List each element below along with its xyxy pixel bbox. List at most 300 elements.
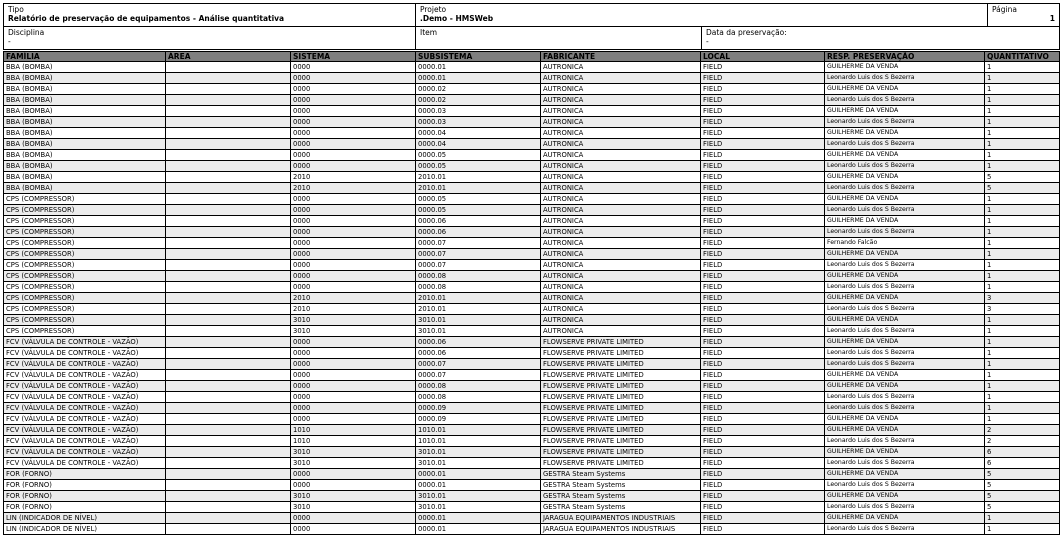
- table-cell: [166, 315, 291, 326]
- table-cell: [166, 447, 291, 458]
- table-row: [4, 447, 1060, 458]
- table-cell: AUTRONICA: [541, 282, 701, 293]
- table-cell: CPS (COMPRESSOR): [4, 249, 166, 260]
- tipo-label: Tipo: [8, 5, 24, 14]
- table-cell: 1: [985, 227, 1060, 238]
- table-row: [4, 106, 1060, 117]
- table-cell: AUTRONICA: [541, 172, 701, 183]
- table-cell: BBA (BOMBA): [4, 73, 166, 84]
- table-row: [4, 227, 1060, 238]
- table-cell: 1: [985, 117, 1060, 128]
- table-cell: 3010.01: [416, 326, 541, 337]
- table-cell: 1: [985, 73, 1060, 84]
- table-row: [4, 304, 1060, 315]
- table-cell: FLOWSERVE PRIVATE LIMITED: [541, 458, 701, 469]
- table-cell: 0000.08: [416, 381, 541, 392]
- projeto-value: .Demo - HMSWeb: [420, 14, 494, 23]
- table-cell: BBA (BOMBA): [4, 62, 166, 73]
- table-cell: 0000: [291, 403, 416, 414]
- table-cell: BBA (BOMBA): [4, 95, 166, 106]
- table-cell: 1: [985, 392, 1060, 403]
- table-cell: Leonardo Luis dos S Bezerra: [825, 436, 985, 447]
- table-cell: 0000.03: [416, 117, 541, 128]
- table-cell: GUILHERME DA VENDA: [825, 425, 985, 436]
- table-cell: [166, 84, 291, 95]
- table-cell: FLOWSERVE PRIVATE LIMITED: [541, 370, 701, 381]
- table-cell: 0000.01: [416, 73, 541, 84]
- table-cell: AUTRONICA: [541, 128, 701, 139]
- table-cell: FOR (FORNO): [4, 469, 166, 480]
- table-body: [4, 62, 1060, 535]
- table-cell: 5: [985, 480, 1060, 491]
- table-cell: FCV (VÁLVULA DE CONTROLE - VAZÃO): [4, 392, 166, 403]
- table-cell: Leonardo Luis dos S Bezerra: [825, 304, 985, 315]
- tipo-cell: [4, 4, 416, 27]
- table-cell: BBA (BOMBA): [4, 128, 166, 139]
- table-cell: 0000: [291, 348, 416, 359]
- table-cell: GUILHERME DA VENDA: [825, 381, 985, 392]
- table-cell: 0000: [291, 150, 416, 161]
- table-cell: FLOWSERVE PRIVATE LIMITED: [541, 403, 701, 414]
- table-cell: GUILHERME DA VENDA: [825, 414, 985, 425]
- table-cell: AUTRONICA: [541, 62, 701, 73]
- table-cell: 0000.08: [416, 271, 541, 282]
- table-cell: AUTRONICA: [541, 95, 701, 106]
- table-cell: 0000: [291, 392, 416, 403]
- table-cell: FOR (FORNO): [4, 502, 166, 513]
- table-row: [4, 337, 1060, 348]
- column-header: FABRICANTE: [541, 52, 701, 62]
- table-cell: FCV (VÁLVULA DE CONTROLE - VAZÃO): [4, 370, 166, 381]
- table-cell: [166, 414, 291, 425]
- table-cell: FIELD: [701, 282, 825, 293]
- table-cell: Leonardo Luis dos S Bezerra: [825, 227, 985, 238]
- table-cell: 0000.02: [416, 84, 541, 95]
- table-cell: 1: [985, 403, 1060, 414]
- table-cell: GUILHERME DA VENDA: [825, 271, 985, 282]
- table-row: [4, 359, 1060, 370]
- table-cell: AUTRONICA: [541, 106, 701, 117]
- table-cell: FIELD: [701, 315, 825, 326]
- table-cell: FIELD: [701, 95, 825, 106]
- table-cell: FIELD: [701, 194, 825, 205]
- table-cell: 0000.02: [416, 95, 541, 106]
- table-row: [4, 414, 1060, 425]
- table-cell: [166, 117, 291, 128]
- table-cell: [166, 458, 291, 469]
- table-cell: 3010: [291, 315, 416, 326]
- table-cell: 0000: [291, 469, 416, 480]
- table-cell: 0000: [291, 249, 416, 260]
- table-cell: FIELD: [701, 414, 825, 425]
- table-cell: 2010: [291, 183, 416, 194]
- data-table: [3, 51, 1060, 535]
- table-cell: Leonardo Luis dos S Bezerra: [825, 161, 985, 172]
- disciplina-label: Disciplina: [8, 28, 45, 37]
- table-cell: 1: [985, 524, 1060, 535]
- table-cell: 0000.01: [416, 513, 541, 524]
- table-row: [4, 348, 1060, 359]
- table-cell: 0000.09: [416, 414, 541, 425]
- table-cell: 0000.04: [416, 128, 541, 139]
- table-cell: Leonardo Luis dos S Bezerra: [825, 502, 985, 513]
- table-row: [4, 502, 1060, 513]
- table-cell: CPS (COMPRESSOR): [4, 315, 166, 326]
- table-row: [4, 249, 1060, 260]
- table-cell: LIN (INDICADOR DE NÍVEL): [4, 513, 166, 524]
- table-cell: FLOWSERVE PRIVATE LIMITED: [541, 447, 701, 458]
- table-cell: 1: [985, 414, 1060, 425]
- report-page: [3, 3, 1059, 535]
- table-cell: FIELD: [701, 425, 825, 436]
- table-row: [4, 491, 1060, 502]
- table-row: [4, 282, 1060, 293]
- table-cell: [166, 260, 291, 271]
- table-cell: [166, 469, 291, 480]
- table-cell: FCV (VÁLVULA DE CONTROLE - VAZÃO): [4, 436, 166, 447]
- table-cell: [166, 128, 291, 139]
- table-cell: 1: [985, 194, 1060, 205]
- table-cell: 1: [985, 205, 1060, 216]
- table-cell: 0000.06: [416, 216, 541, 227]
- table-cell: 5: [985, 172, 1060, 183]
- column-header: QUANTITATIVO: [985, 52, 1060, 62]
- table-cell: GUILHERME DA VENDA: [825, 150, 985, 161]
- table-cell: GUILHERME DA VENDA: [825, 216, 985, 227]
- table-row: [4, 458, 1060, 469]
- table-cell: FCV (VÁLVULA DE CONTROLE - VAZÃO): [4, 458, 166, 469]
- table-cell: AUTRONICA: [541, 139, 701, 150]
- table-cell: [166, 183, 291, 194]
- table-cell: 1: [985, 249, 1060, 260]
- table-cell: 0000: [291, 117, 416, 128]
- table-cell: 1: [985, 260, 1060, 271]
- tipo-value: Relatório de preservação de equipamentos - Análise quantitativa: [8, 14, 285, 23]
- table-cell: 3: [985, 304, 1060, 315]
- table-cell: FIELD: [701, 381, 825, 392]
- table-cell: CPS (COMPRESSOR): [4, 260, 166, 271]
- table-row: [4, 216, 1060, 227]
- table-cell: JARAGUA EQUIPAMENTOS INDUSTRIAIS: [541, 513, 701, 524]
- table-cell: FIELD: [701, 359, 825, 370]
- table-cell: 1: [985, 381, 1060, 392]
- column-header: RESP. PRESERVAÇÃO: [825, 52, 985, 62]
- table-row: [4, 150, 1060, 161]
- table-cell: 1: [985, 150, 1060, 161]
- table-cell: FLOWSERVE PRIVATE LIMITED: [541, 381, 701, 392]
- disciplina-cell: [4, 27, 416, 50]
- table-cell: Leonardo Luis dos S Bezerra: [825, 260, 985, 271]
- table-cell: CPS (COMPRESSOR): [4, 271, 166, 282]
- table-cell: 1: [985, 139, 1060, 150]
- table-cell: 0000.07: [416, 238, 541, 249]
- table-cell: [166, 513, 291, 524]
- table-cell: FIELD: [701, 238, 825, 249]
- table-cell: CPS (COMPRESSOR): [4, 304, 166, 315]
- table-cell: 0000.01: [416, 480, 541, 491]
- table-row: [4, 425, 1060, 436]
- table-row: [4, 271, 1060, 282]
- table-cell: FLOWSERVE PRIVATE LIMITED: [541, 425, 701, 436]
- table-cell: AUTRONICA: [541, 150, 701, 161]
- table-cell: 0000: [291, 106, 416, 117]
- table-cell: LIN (INDICADOR DE NÍVEL): [4, 524, 166, 535]
- table-cell: FOR (FORNO): [4, 480, 166, 491]
- table-cell: [166, 238, 291, 249]
- table-cell: AUTRONICA: [541, 238, 701, 249]
- table-cell: 0000: [291, 238, 416, 249]
- table-cell: FIELD: [701, 392, 825, 403]
- table-cell: AUTRONICA: [541, 117, 701, 128]
- table-cell: Leonardo Luis dos S Bezerra: [825, 139, 985, 150]
- table-row: [4, 326, 1060, 337]
- table-cell: 0000.06: [416, 227, 541, 238]
- table-cell: 1: [985, 62, 1060, 73]
- table-cell: [166, 348, 291, 359]
- table-cell: 0000.01: [416, 62, 541, 73]
- projeto-label: Projeto: [420, 5, 447, 14]
- column-header: LOCAL: [701, 52, 825, 62]
- table-cell: 3010: [291, 447, 416, 458]
- table-cell: 2010: [291, 293, 416, 304]
- table-cell: Leonardo Luis dos S Bezerra: [825, 348, 985, 359]
- table-cell: 0000: [291, 414, 416, 425]
- table-row: [4, 73, 1060, 84]
- data-value: -: [706, 37, 709, 46]
- pagina-label: Página: [992, 5, 1017, 14]
- table-cell: GUILHERME DA VENDA: [825, 447, 985, 458]
- table-cell: 0000: [291, 227, 416, 238]
- table-cell: FCV (VÁLVULA DE CONTROLE - VAZÃO): [4, 348, 166, 359]
- table-cell: FLOWSERVE PRIVATE LIMITED: [541, 359, 701, 370]
- table-cell: Leonardo Luis dos S Bezerra: [825, 205, 985, 216]
- table-cell: 1010.01: [416, 425, 541, 436]
- table-cell: 2010.01: [416, 293, 541, 304]
- table-cell: FIELD: [701, 139, 825, 150]
- table-cell: FIELD: [701, 249, 825, 260]
- table-cell: 1: [985, 106, 1060, 117]
- table-row: [4, 293, 1060, 304]
- table-cell: 0000.08: [416, 282, 541, 293]
- table-cell: 0000.05: [416, 205, 541, 216]
- table-cell: [166, 381, 291, 392]
- table-cell: 0000: [291, 194, 416, 205]
- table-cell: 1: [985, 84, 1060, 95]
- table-cell: FIELD: [701, 513, 825, 524]
- table-cell: GUILHERME DA VENDA: [825, 337, 985, 348]
- table-cell: [166, 73, 291, 84]
- table-cell: 0000: [291, 513, 416, 524]
- table-cell: [166, 227, 291, 238]
- pagina-value: 1: [1049, 14, 1055, 23]
- table-cell: FIELD: [701, 469, 825, 480]
- table-cell: BBA (BOMBA): [4, 172, 166, 183]
- table-cell: Leonardo Luis dos S Bezerra: [825, 73, 985, 84]
- table-cell: FCV (VÁLVULA DE CONTROLE - VAZÃO): [4, 381, 166, 392]
- table-cell: FIELD: [701, 447, 825, 458]
- table-cell: FIELD: [701, 150, 825, 161]
- table-cell: FIELD: [701, 403, 825, 414]
- table-cell: 0000.08: [416, 392, 541, 403]
- table-cell: 1: [985, 359, 1060, 370]
- table-cell: 0000: [291, 205, 416, 216]
- table-cell: AUTRONICA: [541, 315, 701, 326]
- column-header: SUBSISTEMA: [416, 52, 541, 62]
- table-cell: [166, 370, 291, 381]
- table-cell: AUTRONICA: [541, 260, 701, 271]
- table-cell: AUTRONICA: [541, 84, 701, 95]
- table-cell: 1: [985, 271, 1060, 282]
- table-row: [4, 403, 1060, 414]
- table-cell: 1: [985, 216, 1060, 227]
- table-cell: AUTRONICA: [541, 183, 701, 194]
- table-cell: [166, 249, 291, 260]
- table-row: [4, 62, 1060, 73]
- table-cell: 3010: [291, 491, 416, 502]
- table-cell: FIELD: [701, 458, 825, 469]
- table-cell: 3010.01: [416, 447, 541, 458]
- table-cell: BBA (BOMBA): [4, 161, 166, 172]
- table-cell: 2010: [291, 304, 416, 315]
- table-cell: GUILHERME DA VENDA: [825, 106, 985, 117]
- table-cell: [166, 106, 291, 117]
- table-cell: 2010.01: [416, 172, 541, 183]
- table-cell: 1: [985, 128, 1060, 139]
- table-cell: 2: [985, 436, 1060, 447]
- table-cell: FIELD: [701, 370, 825, 381]
- table-cell: FIELD: [701, 348, 825, 359]
- table-cell: GUILHERME DA VENDA: [825, 172, 985, 183]
- table-cell: AUTRONICA: [541, 304, 701, 315]
- table-cell: GESTRA Steam Systems: [541, 469, 701, 480]
- table-cell: Leonardo Luis dos S Bezerra: [825, 392, 985, 403]
- column-header: ÁREA: [166, 52, 291, 62]
- table-cell: GESTRA Steam Systems: [541, 480, 701, 491]
- table-cell: BBA (BOMBA): [4, 106, 166, 117]
- table-cell: FIELD: [701, 271, 825, 282]
- table-cell: 5: [985, 491, 1060, 502]
- table-cell: FIELD: [701, 227, 825, 238]
- table-cell: Leonardo Luis dos S Bezerra: [825, 359, 985, 370]
- table-cell: 3010.01: [416, 502, 541, 513]
- table-cell: FLOWSERVE PRIVATE LIMITED: [541, 337, 701, 348]
- table-cell: GUILHERME DA VENDA: [825, 491, 985, 502]
- table-cell: Leonardo Luis dos S Bezerra: [825, 480, 985, 491]
- table-cell: 0000.07: [416, 249, 541, 260]
- table-cell: FCV (VÁLVULA DE CONTROLE - VAZÃO): [4, 403, 166, 414]
- table-cell: CPS (COMPRESSOR): [4, 205, 166, 216]
- table-cell: GUILHERME DA VENDA: [825, 315, 985, 326]
- table-cell: 1010: [291, 425, 416, 436]
- table-cell: FIELD: [701, 524, 825, 535]
- table-cell: 6: [985, 458, 1060, 469]
- table-row: [4, 315, 1060, 326]
- table-cell: AUTRONICA: [541, 227, 701, 238]
- disciplina-value: -: [8, 37, 11, 46]
- table-cell: FIELD: [701, 117, 825, 128]
- table-cell: 5: [985, 502, 1060, 513]
- table-cell: FLOWSERVE PRIVATE LIMITED: [541, 392, 701, 403]
- column-header: SISTEMA: [291, 52, 416, 62]
- table-cell: [166, 139, 291, 150]
- table-cell: FIELD: [701, 183, 825, 194]
- table-cell: FIELD: [701, 326, 825, 337]
- table-cell: 0000: [291, 271, 416, 282]
- table-cell: 1: [985, 95, 1060, 106]
- table-row: [4, 469, 1060, 480]
- table-cell: FIELD: [701, 293, 825, 304]
- table-cell: CPS (COMPRESSOR): [4, 227, 166, 238]
- table-cell: [166, 524, 291, 535]
- table-cell: BBA (BOMBA): [4, 150, 166, 161]
- table-cell: 1: [985, 238, 1060, 249]
- table-cell: 0000.03: [416, 106, 541, 117]
- table-cell: CPS (COMPRESSOR): [4, 194, 166, 205]
- data-label: Data da preservação:: [706, 28, 787, 37]
- table-cell: [166, 172, 291, 183]
- table-cell: FIELD: [701, 205, 825, 216]
- table-cell: 0000: [291, 359, 416, 370]
- table-cell: 1: [985, 282, 1060, 293]
- table-cell: 2: [985, 425, 1060, 436]
- table-cell: [166, 480, 291, 491]
- report-subheader: [3, 26, 1060, 50]
- table-cell: AUTRONICA: [541, 216, 701, 227]
- table-cell: 0000: [291, 260, 416, 271]
- table-cell: [166, 403, 291, 414]
- table-row: [4, 172, 1060, 183]
- table-cell: Leonardo Luis dos S Bezerra: [825, 458, 985, 469]
- table-cell: 0000.05: [416, 161, 541, 172]
- table-cell: GESTRA Steam Systems: [541, 491, 701, 502]
- table-cell: 3010: [291, 326, 416, 337]
- table-cell: 2010: [291, 172, 416, 183]
- table-cell: [166, 205, 291, 216]
- table-cell: GUILHERME DA VENDA: [825, 62, 985, 73]
- table-cell: 0000.07: [416, 260, 541, 271]
- table-cell: 0000: [291, 73, 416, 84]
- table-cell: FIELD: [701, 491, 825, 502]
- table-cell: FCV (VÁLVULA DE CONTROLE - VAZÃO): [4, 359, 166, 370]
- table-cell: 0000: [291, 480, 416, 491]
- table-cell: [166, 502, 291, 513]
- table-cell: 3: [985, 293, 1060, 304]
- table-cell: [166, 62, 291, 73]
- table-cell: AUTRONICA: [541, 293, 701, 304]
- table-cell: 1: [985, 513, 1060, 524]
- item-cell: [416, 27, 702, 50]
- table-cell: FLOWSERVE PRIVATE LIMITED: [541, 348, 701, 359]
- table-row: [4, 260, 1060, 271]
- report-header: [3, 3, 1060, 27]
- table-cell: 1010.01: [416, 436, 541, 447]
- table-cell: FIELD: [701, 84, 825, 95]
- table-cell: 0000: [291, 381, 416, 392]
- table-row: [4, 392, 1060, 403]
- table-cell: [166, 326, 291, 337]
- table-cell: FIELD: [701, 337, 825, 348]
- table-cell: 0000.05: [416, 194, 541, 205]
- table-row: [4, 128, 1060, 139]
- table-cell: [166, 282, 291, 293]
- table-cell: Fernando Falcão: [825, 238, 985, 249]
- table-cell: AUTRONICA: [541, 73, 701, 84]
- table-cell: FCV (VÁLVULA DE CONTROLE - VAZÃO): [4, 425, 166, 436]
- table-cell: 3010: [291, 502, 416, 513]
- table-row: [4, 194, 1060, 205]
- table-cell: AUTRONICA: [541, 161, 701, 172]
- table-cell: CPS (COMPRESSOR): [4, 282, 166, 293]
